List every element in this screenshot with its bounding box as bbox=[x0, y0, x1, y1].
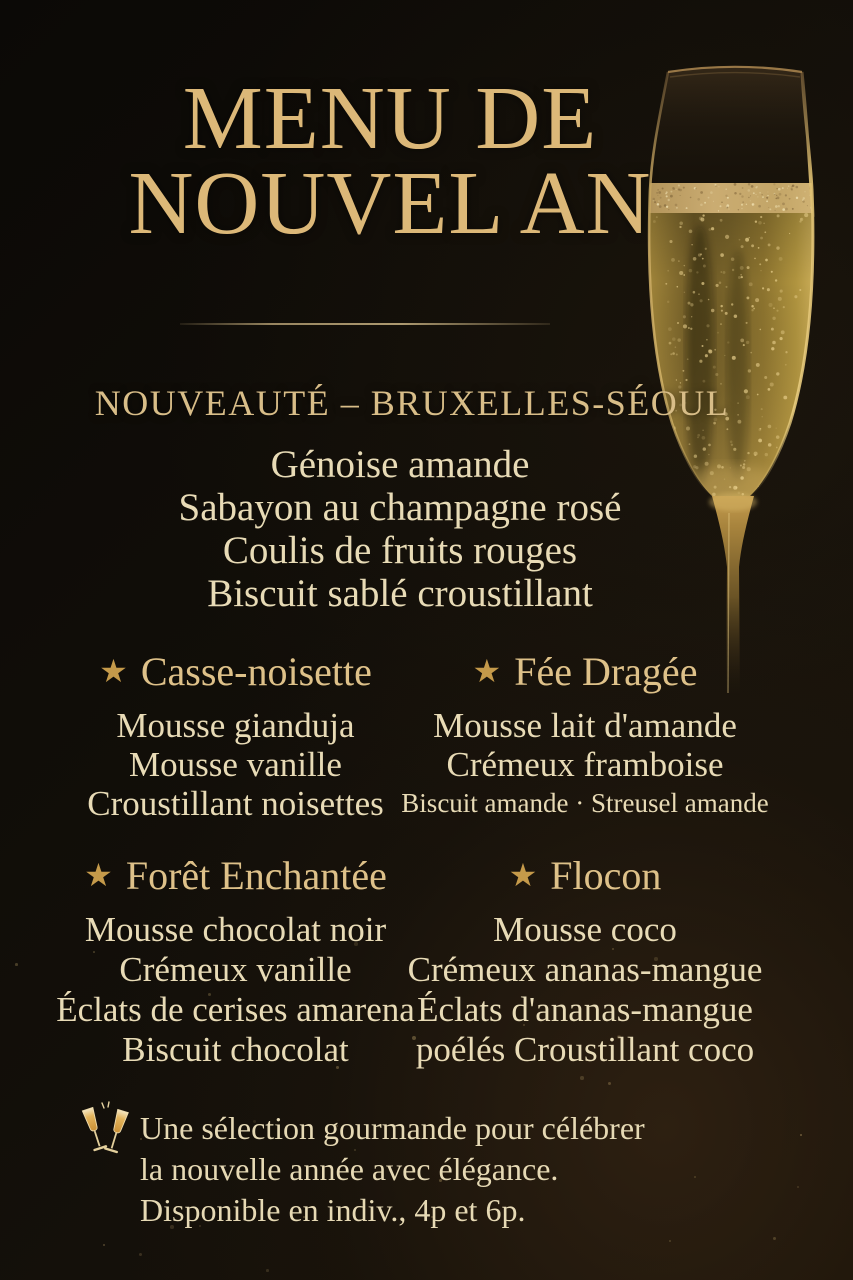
section-header bbox=[390, 852, 780, 902]
footer-line: Disponible en indiv., 4p et 6p. bbox=[140, 1192, 526, 1228]
menu-item: Sabayon au champagne rosé bbox=[178, 486, 622, 529]
section-header bbox=[28, 852, 443, 902]
footer-line: Une sélection gourmande pour célébrer bbox=[140, 1110, 645, 1146]
footer-note bbox=[140, 1108, 760, 1231]
menu-item: Génoise amande bbox=[270, 443, 530, 486]
section-heading-nouveaute: NOUVEAUTÉ – BRUXELLES-SÉOUL bbox=[94, 383, 730, 423]
menu-section-fee-dragee bbox=[390, 648, 780, 823]
menu-item: Crémeux ananas-mangue bbox=[407, 950, 763, 989]
menu-item: Mousse chocolat noir bbox=[84, 910, 387, 949]
menu-item: Mousse vanille bbox=[129, 745, 342, 784]
title-line-1: MENU DE bbox=[182, 69, 598, 168]
menu-item: Éclats d'ananas-mangue bbox=[417, 990, 753, 1029]
section-name: Casse-noisette bbox=[140, 649, 372, 694]
section-name: Flocon bbox=[550, 853, 662, 898]
menu-item: Mousse lait d'amande bbox=[433, 706, 737, 745]
menu-section-flocon bbox=[390, 852, 780, 1070]
footer-line: la nouvelle année avec élégance. bbox=[140, 1151, 559, 1187]
menu-item: Crémeux vanille bbox=[119, 950, 352, 989]
star-icon: ★ bbox=[508, 857, 538, 893]
menu-item: Éclats de cerises amarena bbox=[56, 990, 415, 1029]
menu-item: Croustillant noisettes bbox=[87, 784, 384, 823]
menu-item: poélés Croustillant coco bbox=[415, 1030, 755, 1069]
title-divider bbox=[180, 323, 550, 325]
section-header bbox=[390, 648, 780, 698]
menu-item: Coulis de fruits rouges bbox=[222, 529, 578, 572]
star-icon: ★ bbox=[99, 653, 128, 689]
nouveaute-item-list bbox=[40, 443, 760, 615]
title-line-2: NOUVEL AN bbox=[128, 154, 652, 253]
star-icon: ★ bbox=[84, 857, 113, 893]
section-name: Fée Dragée bbox=[514, 649, 698, 694]
menu-item: Mousse coco bbox=[493, 910, 677, 949]
menu-section-foret-enchantee bbox=[28, 852, 443, 1070]
menu-item: Crémeux framboise bbox=[446, 745, 724, 784]
menu-item: Biscuit amande · Streusel amande bbox=[401, 788, 769, 818]
menu-item: Biscuit sablé croustillant bbox=[207, 572, 593, 615]
page-title bbox=[0, 69, 780, 253]
menu-item: Biscuit chocolat bbox=[122, 1030, 349, 1069]
menu-section-casse-noisette bbox=[28, 648, 443, 823]
star-icon: ★ bbox=[472, 653, 502, 689]
menu-item: Mousse gianduja bbox=[116, 706, 355, 745]
section-header bbox=[28, 648, 443, 698]
section-name: Forêt Enchantée bbox=[125, 853, 387, 898]
champagne-toast-icon bbox=[78, 1100, 134, 1162]
